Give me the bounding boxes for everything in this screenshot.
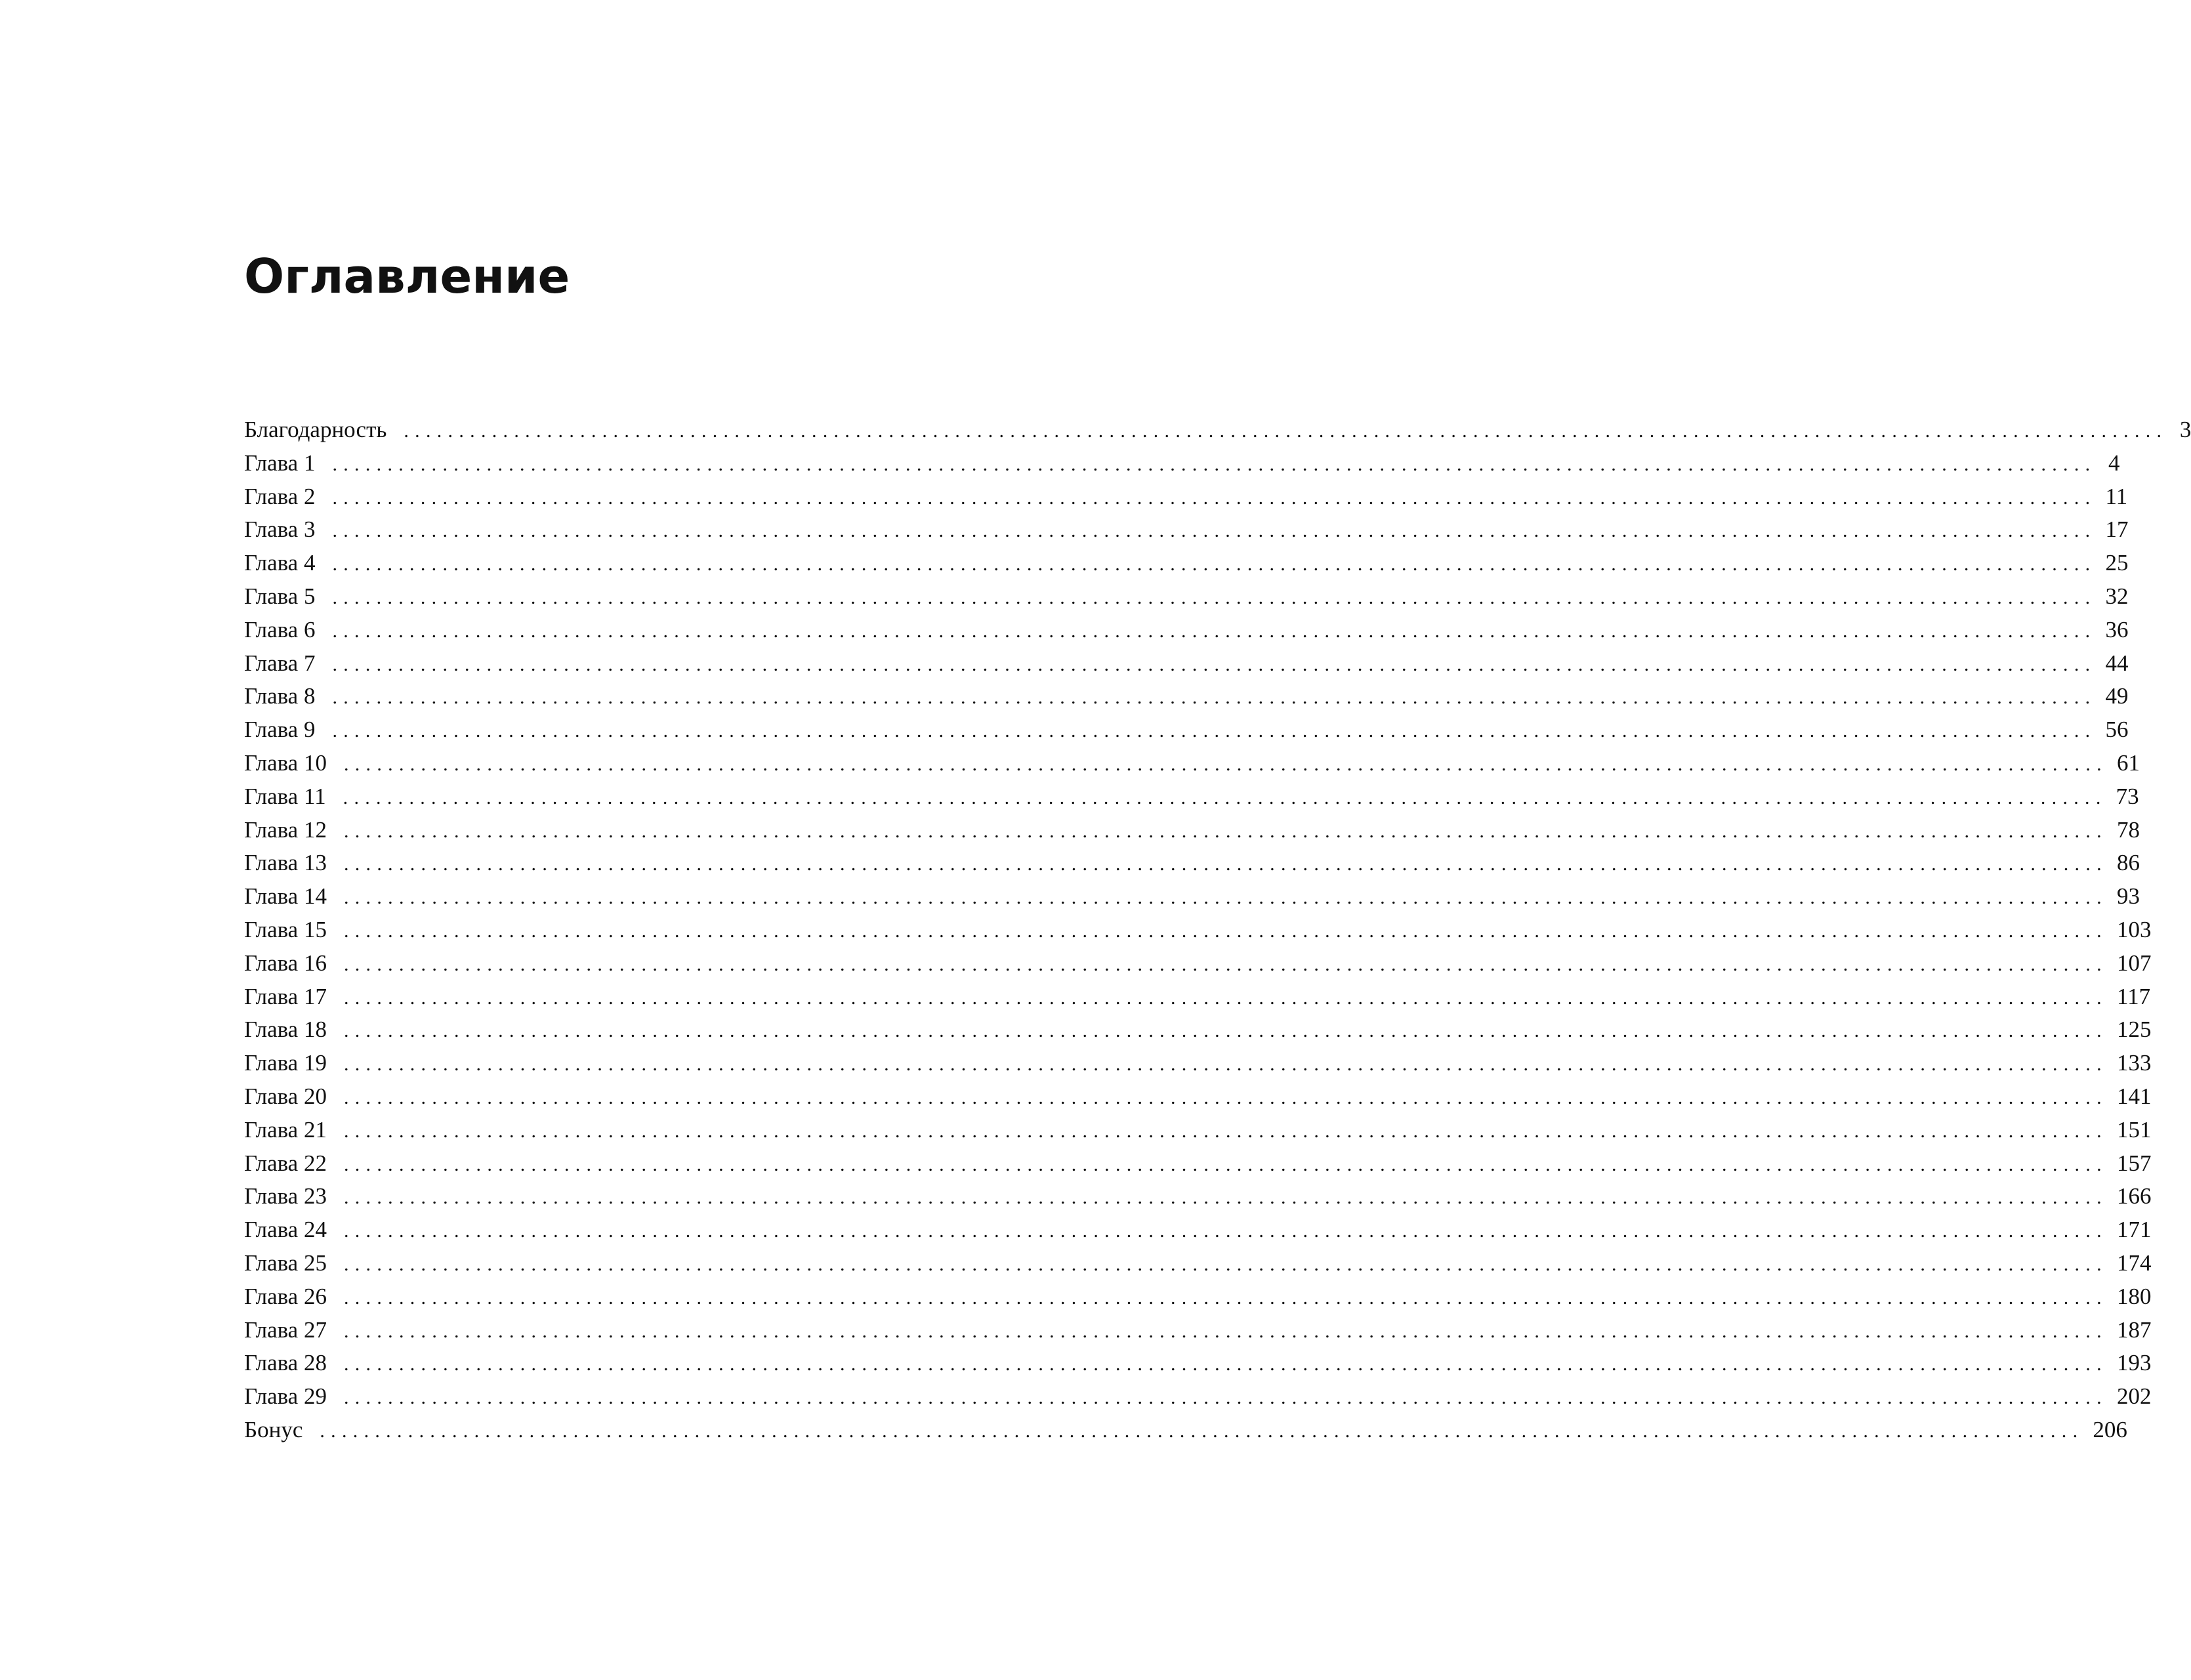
toc-entry-label: Глава 11 bbox=[244, 783, 326, 809]
toc-entry-page-number: 151 bbox=[2116, 1116, 2152, 1143]
toc-dot-leader: ................................................................................................................................................................ bbox=[332, 520, 2097, 542]
toc-entry-page-number: 36 bbox=[2105, 616, 2129, 642]
toc-entry-page-number: 4 bbox=[2108, 450, 2120, 476]
toc-entry-label: Глава 24 bbox=[244, 1217, 327, 1243]
toc-entry-page-number: 56 bbox=[2105, 717, 2129, 743]
toc-entry[interactable] bbox=[244, 1414, 2127, 1447]
toc-entry-page-number: 180 bbox=[2116, 1283, 2152, 1309]
toc-dot-leader: ................................................................................................................................................................ bbox=[343, 1053, 2108, 1076]
toc-dot-leader: ................................................................................................................................................................ bbox=[343, 853, 2108, 875]
toc-entry-label: Глава 21 bbox=[244, 1116, 327, 1143]
toc-entry[interactable] bbox=[244, 1314, 2152, 1347]
toc-entry[interactable] bbox=[244, 747, 2140, 780]
toc-dot-leader: ................................................................................................................................................................ bbox=[343, 887, 2108, 909]
toc-entry[interactable] bbox=[244, 947, 2152, 980]
toc-entry-label: Глава 4 bbox=[244, 550, 316, 576]
toc-entry[interactable] bbox=[244, 1280, 2152, 1314]
toc-entry-label: Глава 6 bbox=[244, 616, 316, 642]
toc-dot-leader: ................................................................................................................................................................ bbox=[332, 686, 2097, 709]
toc-entry[interactable] bbox=[244, 680, 2129, 713]
toc-entry-label: Глава 19 bbox=[244, 1050, 327, 1076]
toc-entry-page-number: 17 bbox=[2105, 516, 2129, 543]
toc-entry-page-number: 93 bbox=[2116, 883, 2140, 910]
toc-entry-label: Глава 14 bbox=[244, 883, 327, 910]
toc-entry[interactable] bbox=[244, 1147, 2152, 1181]
toc-entry[interactable] bbox=[244, 413, 2191, 447]
toc-entry-label: Глава 8 bbox=[244, 683, 316, 709]
toc-entry[interactable] bbox=[244, 880, 2140, 914]
toc-entry-label: Глава 27 bbox=[244, 1316, 327, 1343]
toc-entry-page-number: 73 bbox=[2116, 783, 2139, 809]
toc-dot-leader: ................................................................................................................................................................ bbox=[343, 1353, 2108, 1376]
toc-entry-page-number: 141 bbox=[2116, 1083, 2152, 1109]
toc-entry-page-number: 125 bbox=[2116, 1017, 2152, 1043]
toc-dot-leader: ................................................................................................................................................................ bbox=[332, 486, 2097, 509]
toc-entry[interactable] bbox=[244, 1013, 2152, 1047]
toc-entry-page-number: 193 bbox=[2116, 1350, 2152, 1376]
toc-entry-page-number: 174 bbox=[2116, 1250, 2152, 1276]
toc-dot-leader: ................................................................................................................................................................ bbox=[343, 1286, 2108, 1309]
toc-entry[interactable] bbox=[244, 1047, 2152, 1080]
toc-entry-label: Глава 18 bbox=[244, 1017, 327, 1043]
toc-entry-label: Глава 23 bbox=[244, 1183, 327, 1209]
toc-entry[interactable] bbox=[244, 847, 2140, 880]
toc-entry[interactable] bbox=[244, 614, 2129, 647]
toc-entry-page-number: 157 bbox=[2116, 1150, 2152, 1176]
toc-dot-leader: ................................................................................................................................................................ bbox=[332, 453, 2097, 475]
toc-entry-page-number: 44 bbox=[2105, 650, 2129, 676]
toc-dot-leader: ................................................................................................................................................................ bbox=[332, 586, 2097, 608]
toc-entry[interactable] bbox=[244, 780, 2139, 814]
toc-dot-leader: ................................................................................................................................................................ bbox=[343, 1020, 2108, 1042]
toc-entry[interactable] bbox=[244, 1347, 2152, 1380]
toc-entry-page-number: 171 bbox=[2116, 1217, 2152, 1243]
toc-entry[interactable] bbox=[244, 1080, 2152, 1114]
toc-entry-label: Глава 17 bbox=[244, 983, 327, 1009]
toc-entry[interactable] bbox=[244, 647, 2129, 681]
toc-dot-leader: ................................................................................................................................................................ bbox=[343, 1120, 2108, 1142]
toc-dot-leader: ................................................................................................................................................................ bbox=[343, 820, 2108, 842]
toc-dot-leader: ................................................................................................................................................................ bbox=[343, 986, 2108, 1009]
toc-entry-label: Глава 2 bbox=[244, 483, 316, 509]
toc-entry-label: Глава 3 bbox=[244, 516, 316, 543]
toc-entry-label: Бонус bbox=[244, 1416, 303, 1442]
toc-entry-label: Глава 13 bbox=[244, 850, 327, 876]
toc-entry-label: Глава 26 bbox=[244, 1283, 327, 1309]
toc-entry-label: Глава 7 bbox=[244, 650, 316, 676]
toc-entry[interactable] bbox=[244, 814, 2140, 847]
toc-entry-page-number: 86 bbox=[2116, 850, 2140, 876]
toc-entry[interactable] bbox=[244, 713, 2129, 747]
toc-entry-page-number: 202 bbox=[2116, 1383, 2152, 1410]
toc-entry-label: Благодарность bbox=[244, 417, 387, 442]
toc-dot-leader: ................................................................................................................................................................ bbox=[332, 553, 2097, 576]
toc-entry[interactable] bbox=[244, 480, 2128, 514]
toc-entry[interactable] bbox=[244, 980, 2151, 1014]
toc-entry-label: Глава 16 bbox=[244, 950, 327, 976]
toc-entry-page-number: 206 bbox=[2093, 1416, 2127, 1442]
toc-entry-page-number: 3 bbox=[2179, 417, 2191, 442]
toc-dot-leader: ................................................................................................................................................................ bbox=[343, 786, 2107, 808]
toc-dot-leader: ................................................................................................................................................................ bbox=[343, 753, 2108, 775]
toc-entry[interactable] bbox=[244, 513, 2129, 547]
toc-entry-label: Глава 1 bbox=[244, 450, 316, 476]
toc-entry[interactable] bbox=[244, 1114, 2152, 1147]
toc-entry[interactable] bbox=[244, 914, 2152, 947]
toc-dot-leader: ................................................................................................................................................................ bbox=[343, 1186, 2108, 1209]
toc-dot-leader: ................................................................................................................................................................ bbox=[404, 420, 2168, 442]
toc-dot-leader: ................................................................................................................................................................ bbox=[332, 720, 2097, 742]
toc-entry[interactable] bbox=[244, 447, 2120, 480]
toc-entry-page-number: 49 bbox=[2105, 683, 2129, 709]
toc-entry-page-number: 78 bbox=[2116, 816, 2140, 843]
toc-dot-leader: ................................................................................................................................................................ bbox=[343, 1253, 2108, 1275]
toc-entry-label: Глава 9 bbox=[244, 717, 316, 743]
toc-entry-page-number: 25 bbox=[2105, 550, 2129, 576]
toc-entry[interactable] bbox=[244, 580, 2129, 614]
toc-entry-page-number: 107 bbox=[2116, 950, 2152, 976]
toc-dot-leader: ................................................................................................................................................................ bbox=[332, 620, 2097, 642]
toc-dot-leader: ................................................................................................................................................................ bbox=[343, 1220, 2108, 1242]
toc-entry[interactable] bbox=[244, 1380, 2152, 1414]
toc-dot-leader: ................................................................................................................................................................ bbox=[343, 919, 2108, 942]
toc-entry-label: Глава 25 bbox=[244, 1250, 327, 1276]
toc-entry[interactable] bbox=[244, 547, 2129, 580]
toc-entry-page-number: 32 bbox=[2105, 583, 2129, 609]
toc-entry-page-number: 103 bbox=[2116, 916, 2152, 942]
toc-entry-page-number: 187 bbox=[2116, 1316, 2152, 1343]
toc-dot-leader: ................................................................................................................................................................ bbox=[320, 1419, 2084, 1442]
toc-dot-leader: ................................................................................................................................................................ bbox=[343, 1320, 2108, 1342]
toc-entry[interactable] bbox=[244, 1213, 2152, 1247]
toc-entry[interactable] bbox=[244, 1247, 2152, 1280]
toc-entry[interactable] bbox=[244, 1180, 2152, 1213]
toc-dot-leader: ................................................................................................................................................................ bbox=[343, 1153, 2108, 1175]
toc-dot-leader: ................................................................................................................................................................ bbox=[332, 653, 2097, 675]
toc-dot-leader: ................................................................................................................................................................ bbox=[343, 1387, 2108, 1409]
toc-entry-page-number: 117 bbox=[2116, 983, 2151, 1009]
toc-entry-label: Глава 10 bbox=[244, 749, 327, 776]
page-title: Оглавление bbox=[244, 249, 570, 304]
toc-entry-label: Глава 5 bbox=[244, 583, 316, 609]
toc-entry-label: Глава 28 bbox=[244, 1350, 327, 1376]
toc-entry-label: Глава 22 bbox=[244, 1150, 327, 1176]
toc-entry-page-number: 61 bbox=[2116, 749, 2140, 776]
toc-entry-label: Глава 12 bbox=[244, 816, 327, 843]
toc-entry-label: Глава 20 bbox=[244, 1083, 327, 1109]
toc-entry-page-number: 133 bbox=[2116, 1050, 2152, 1076]
toc-entry-label: Глава 15 bbox=[244, 916, 327, 942]
toc-dot-leader: ................................................................................................................................................................ bbox=[343, 1086, 2108, 1108]
table-of-contents bbox=[244, 413, 2191, 1447]
toc-entry-page-number: 166 bbox=[2116, 1183, 2152, 1209]
toc-dot-leader: ................................................................................................................................................................ bbox=[343, 953, 2108, 975]
toc-entry-page-number: 11 bbox=[2105, 483, 2128, 509]
toc-entry-label: Глава 29 bbox=[244, 1383, 327, 1410]
